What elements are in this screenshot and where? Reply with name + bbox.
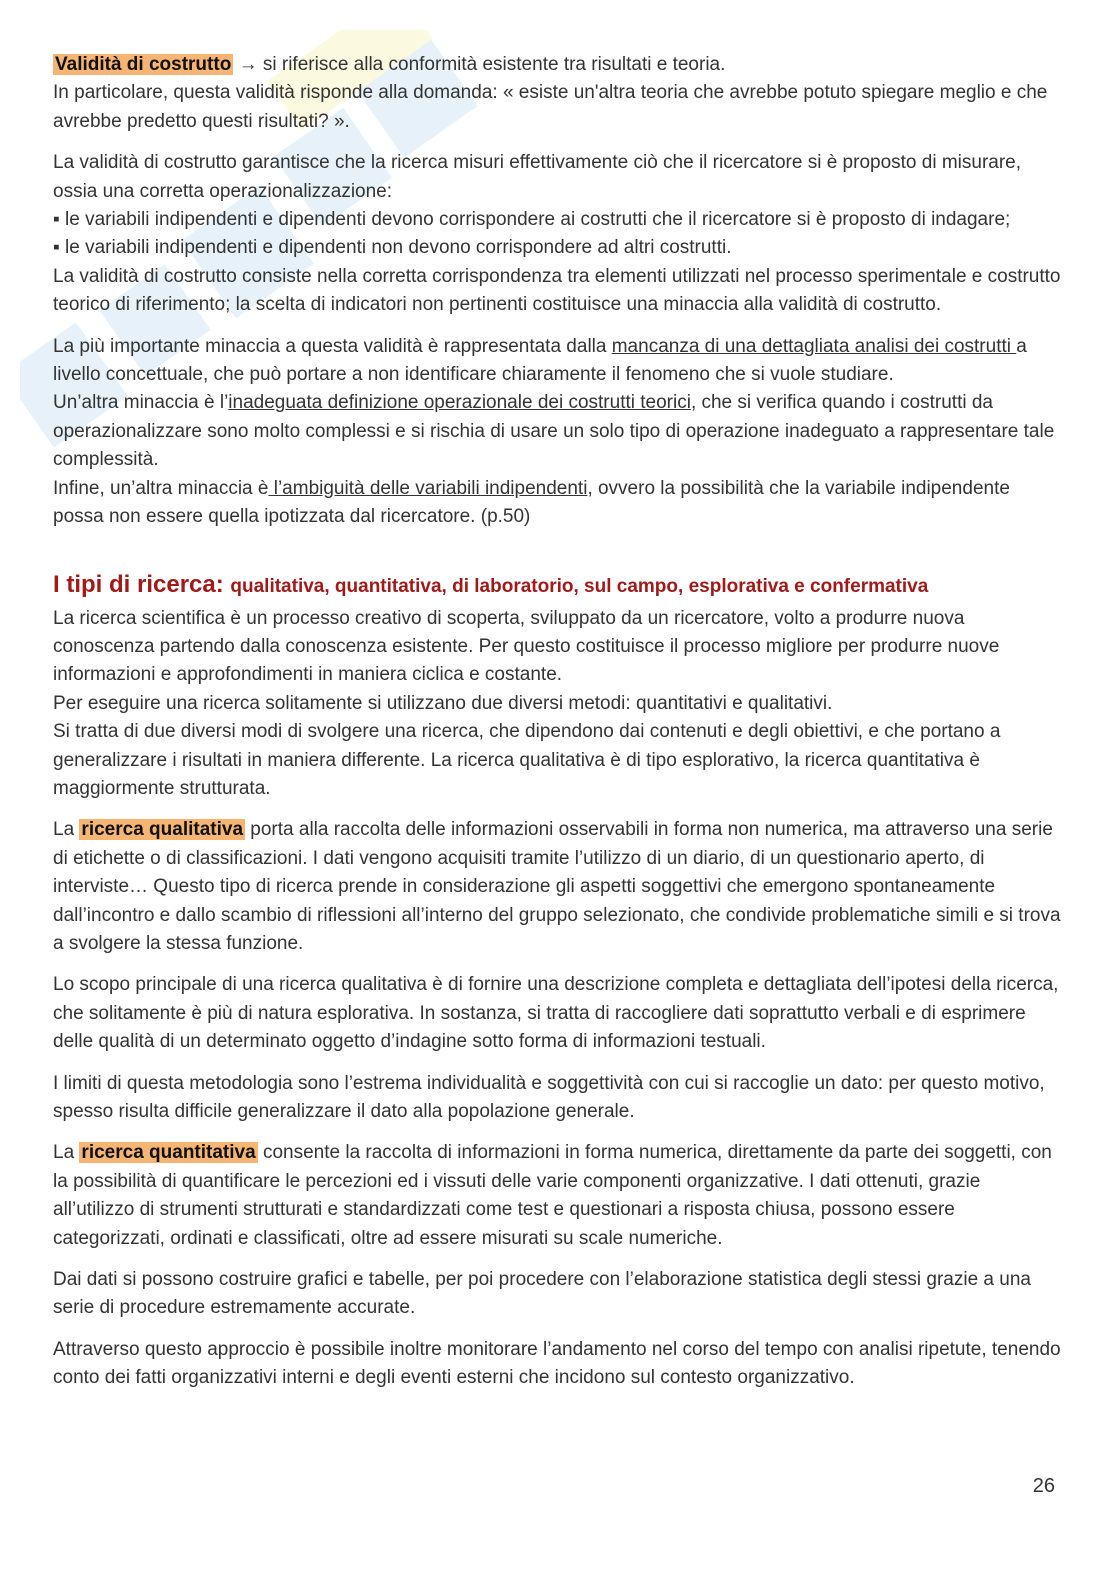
bullet-item-2: ▪ le variabili indipendenti e dipendenti non devono corrispondere ad altri costrutti.	[53, 237, 732, 259]
page-number: 26	[1032, 1475, 1055, 1497]
paragraph-methods: Per eseguire una ricerca solitamente si utilizzano due diversi metodi: quantitativi e qualitativi.	[53, 692, 833, 714]
paragraph-threat-1: La più importante minaccia a questa validità è rappresentata dalla mancanza di una dettagliata analisi dei costrutti a livello concettuale, che può portare a non identificare chiaramente il fenomeno che si vuole studiare.	[53, 335, 1027, 386]
construct-validity-question: In particolare, questa validità risponde alla domanda: « esiste un'altra teoria che avrebbe potuto spiegare meglio e che avrebbe predetto questi risultati? ».	[53, 82, 1048, 132]
section-heading: I tipi di ricerca: qualitativa, quantitativa, di laboratorio, sul campo, esplorativa e confermativa	[53, 570, 929, 598]
construct-validity-definition: Validità di costrutto → si riferisce alla conformità esistente tra risultati e teoria.	[55, 54, 726, 75]
paragraph-operationalization: La validità di costrutto garantisce che la ricerca misuri effettivamente ciò che il ricercatore si è proposto di misurare, ossia una corretta operazionalizzazione:	[53, 152, 1022, 202]
paragraph-qualitative-limits: I limiti di questa metodologia sono l’estrema individualità e soggettività con cui si raccoglie un dato: per questo motivo, spesso risulta difficile generalizzare il dato alla popolazione generale.	[53, 1072, 1045, 1122]
underlined-phrase: l’ambiguità delle variabili indipendenti	[268, 477, 588, 499]
paragraph-qualitative: La ricerca qualitativa porta alla raccolta delle informazioni osservabili in forma non numerica, ma attraverso una serie di etichette o di classificazioni. I dati vengono acquisiti tramite l’utilizzo di un diario, di un questionario aperto, di interviste… Questo tipo di ricerca prende in considerazione gli aspetti soggettivi che emergono spontaneamente dall’incontro e dallo scambio di riflessioni all’interno del gruppo selezionato, che condivide problematiche simili e si trova a svolgere la stessa funzione.	[53, 819, 1061, 954]
paragraph-quantitative: La ricerca quantitativa consente la raccolta di informazioni in forma numerica, direttamente da parte dei soggetti, con la possibilità di quantificare le percezioni ed i vissuti delle varie componenti organizzative. I dati ottenuti, grazie all’utilizzo di strumenti strutturati e standardizzati come test e questionari a risposta chiusa, possono essere categorizzati, ordinati e classificati, oltre ad essere misurati su scale numeriche.	[53, 1142, 1052, 1249]
paragraph-threat-3: Infine, un’altra minaccia è l’ambiguità delle variabili indipendenti, ovvero la possibilità che la variabile indipendente possa non essere quella ipotizzata dal ricercatore. (p.50)	[53, 477, 1010, 528]
paragraph-qualitative-scope: Lo scopo principale di una ricerca qualitativa è di fornire una descrizione completa e dettagliata dell’ipotesi della ricerca, che solitamente è più di natura esplorativa. In sostanza, si tratta di raccogliere dati soprattutto verbali e di esprimere delle qualità di un determinato oggetto d’indagine sotto forma di informazioni testuali.	[53, 974, 1059, 1053]
highlight-term-construct-validity: Validità di costrutto	[55, 54, 232, 75]
underlined-phrase: mancanza di una dettagliata analisi dei costrutti	[611, 335, 1017, 357]
highlight-term-qualitative: ricerca qualitativa	[81, 819, 244, 841]
paragraph-monitoring: Attraverso questo approccio è possibile inoltre monitorare l’andamento nel corso del tempo con analisi ripetute, tenendo conto dei fatti organizzativi interni e degli eventi esterni che incidono sul contesto organizzativo.	[53, 1338, 1061, 1389]
highlight-term-quantitative: ricerca quantitativa	[81, 1142, 256, 1164]
paragraph-threat-2: Un’altra minaccia è l’inadeguata definizione operazionale dei costrutti teorici, che si verifica quando i costrutti da operazionalizzare sono molto complessi e si rischia di usare un solo tipo di operazione inadeguato a rappresentare tale complessità.	[53, 392, 1055, 471]
underlined-phrase: inadeguata definizione operazionale dei costrutti teorici	[228, 392, 691, 414]
paragraph-charts-tables: Dai dati si possono costruire grafici e tabelle, per poi procedere con l’elaborazione statistica degli stessi grazie a una serie di procedure estremamente accurate.	[53, 1269, 1031, 1319]
document-page	[53, 51, 1063, 1406]
paragraph-correspondence: La validità di costrutto consiste nella corretta corrispondenza tra elementi utilizzati nel processo sperimentale e costrutto teorico di riferimento; la scelta di indicatori non pertinenti costituisce una minaccia alla validità di costrutto.	[53, 265, 1061, 316]
paragraph-methods-difference: Si tratta di due diversi modi di svolgere una ricerca, che dipendono dai contenuti e degli obiettivi, e che portano a generalizzare i risultati in maniera differente. La ricerca qualitativa è di tipo esplorativo, la ricerca quantitativa è maggiormente strutturata.	[53, 721, 1001, 799]
paragraph-scientific-research: La ricerca scientifica è un processo creativo di scoperta, sviluppato da un ricercatore, volto a produrre nuova conoscenza partendo dalla conoscenza esistente. Per questo costituisce il processo migliore per produrre nuove informazioni e approfondimenti in maniera ciclica e costante.	[53, 607, 1000, 686]
bullet-item-1: ▪ le variabili indipendenti e dipendenti devono corrispondere ai costrutti che il ricercatore si è proposto di indagare;	[53, 209, 1011, 231]
